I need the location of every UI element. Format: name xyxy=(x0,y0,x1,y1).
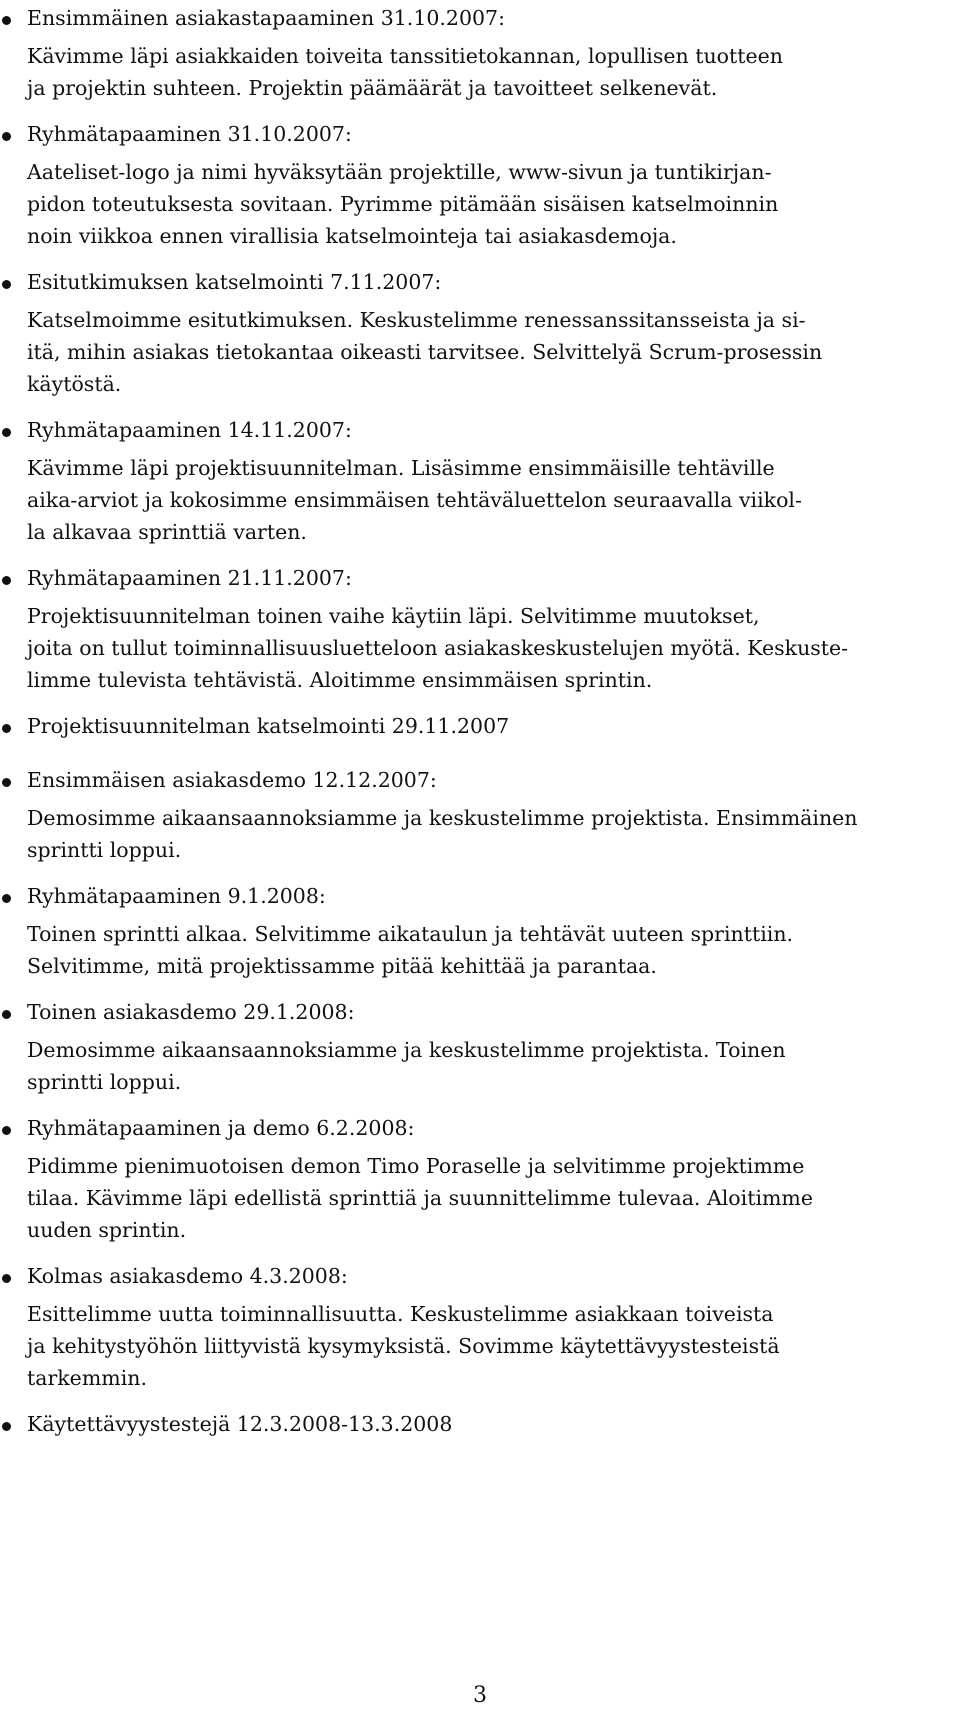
entry-heading: Ensimmäisen asiakasdemo 12.12.2007: xyxy=(27,768,437,792)
log-entry xyxy=(0,996,960,1098)
entry-body xyxy=(27,156,960,252)
entry-heading: Ryhmätapaaminen 21.11.2007: xyxy=(27,566,352,590)
entry-body-line: käytöstä. xyxy=(27,372,122,396)
bullet-icon xyxy=(2,576,11,585)
page-number: 3 xyxy=(473,1683,487,1708)
log-entry xyxy=(0,562,960,696)
bullet-icon xyxy=(2,428,11,437)
entry-heading: Ryhmätapaaminen 31.10.2007: xyxy=(27,122,352,146)
entry-body-line: uuden sprintin. xyxy=(27,1218,187,1242)
log-entry xyxy=(0,1112,960,1246)
entry-body-line: Selvitimme, mitä projektissamme pitää kehittää ja parantaa. xyxy=(27,954,657,978)
entry-body-line: Katselmoimme esitutkimuksen. Keskustelimme renessanssitansseista ja si- xyxy=(27,308,806,332)
entry-body-line: tarkemmin. xyxy=(27,1366,147,1390)
entry-body-line: itä, mihin asiakas tietokantaa oikeasti tarvitsee. Selvittelyä Scrum-prosessin xyxy=(27,340,823,364)
log-entry xyxy=(0,1408,960,1440)
entry-body-line: Kävimme läpi asiakkaiden toiveita tanssitietokannan, lopullisen tuotteen xyxy=(27,44,783,68)
entry-heading: Projektisuunnitelman katselmointi 29.11.2007 xyxy=(27,714,510,738)
entry-body-line: Projektisuunnitelman toinen vaihe käytiin läpi. Selvitimme muutokset, xyxy=(27,604,760,628)
log-entry xyxy=(0,764,960,866)
entry-body xyxy=(27,1298,960,1394)
entry-body xyxy=(27,1150,960,1246)
entry-body xyxy=(27,452,960,548)
entry-body-line: la alkavaa sprinttiä varten. xyxy=(27,520,307,544)
bullet-icon xyxy=(2,1274,11,1283)
entry-heading: Ryhmätapaaminen 14.11.2007: xyxy=(27,418,352,442)
bullet-icon xyxy=(2,1126,11,1135)
log-entry xyxy=(0,118,960,252)
entry-body xyxy=(27,918,960,982)
entry-body-line: noin viikkoa ennen virallisia katselmointeja tai asiakasdemoja. xyxy=(27,224,677,248)
bullet-icon xyxy=(2,1422,11,1431)
entry-heading: Ryhmätapaaminen 9.1.2008: xyxy=(27,884,326,908)
entry-body-line: Kävimme läpi projektisuunnitelman. Lisäsimme ensimmäisille tehtäville xyxy=(27,456,775,480)
entry-body xyxy=(27,1034,960,1098)
entry-body-line: pidon toteutuksesta sovitaan. Pyrimme pitämään sisäisen katselmoinnin xyxy=(27,192,779,216)
entry-heading: Käytettävyystestejä 12.3.2008-13.3.2008 xyxy=(27,1412,453,1436)
entry-heading: Ensimmäinen asiakastapaaminen 31.10.2007: xyxy=(27,6,505,30)
entry-body-line: Demosimme aikaansaannoksiamme ja keskustelimme projektista. Ensimmäinen xyxy=(27,806,858,830)
entry-body-line: sprintti loppui. xyxy=(27,1070,182,1094)
entry-body xyxy=(27,304,960,400)
log-entry xyxy=(0,2,960,104)
entry-heading: Toinen asiakasdemo 29.1.2008: xyxy=(27,1000,355,1024)
entry-heading: Esitutkimuksen katselmointi 7.11.2007: xyxy=(27,270,442,294)
log-entry xyxy=(0,266,960,400)
entry-body-line: Demosimme aikaansaannoksiamme ja keskustelimme projektista. Toinen xyxy=(27,1038,786,1062)
bullet-icon xyxy=(2,280,11,289)
bullet-icon xyxy=(2,132,11,141)
entry-body xyxy=(27,600,960,696)
entry-body-line: aika-arviot ja kokosimme ensimmäisen tehtäväluettelon seuraavalla viikol- xyxy=(27,488,802,512)
entry-body-line: joita on tullut toiminnallisuusluetteloon asiakaskeskustelujen myötä. Keskuste- xyxy=(27,636,849,660)
log-entry xyxy=(0,1260,960,1394)
log-entry xyxy=(0,880,960,982)
bullet-icon xyxy=(2,16,11,25)
entry-body-line: ja kehitystyöhön liittyvistä kysymyksistä. Sovimme käytettävyystesteistä xyxy=(27,1334,780,1358)
bullet-icon xyxy=(2,894,11,903)
entry-body xyxy=(27,802,960,866)
log-entry xyxy=(0,414,960,548)
entry-heading: Kolmas asiakasdemo 4.3.2008: xyxy=(27,1264,348,1288)
entry-body-line: sprintti loppui. xyxy=(27,838,182,862)
entry-body xyxy=(27,40,960,104)
bullet-icon xyxy=(2,1010,11,1019)
entry-body-line: Esittelimme uutta toiminnallisuutta. Keskustelimme asiakkaan toiveista xyxy=(27,1302,774,1326)
entry-body-line: Aateliset-logo ja nimi hyväksytään projektille, www-sivun ja tuntikirjan- xyxy=(27,160,772,184)
entry-body-line: ja projektin suhteen. Projektin päämäärät ja tavoitteet selkenevät. xyxy=(27,76,718,100)
entry-body-line: tilaa. Kävimme läpi edellistä sprinttiä ja suunnittelimme tulevaa. Aloitimme xyxy=(27,1186,814,1210)
entry-body-line: limme tulevista tehtävistä. Aloitimme ensimmäisen sprintin. xyxy=(27,668,653,692)
log-entry xyxy=(0,710,960,742)
entry-body-line: Pidimme pienimuotoisen demon Timo Poraselle ja selvitimme projektimme xyxy=(27,1154,805,1178)
entry-body-line: Toinen sprintti alkaa. Selvitimme aikataulun ja tehtävät uuteen sprinttiin. xyxy=(27,922,794,946)
bullet-icon xyxy=(2,778,11,787)
entry-heading: Ryhmätapaaminen ja demo 6.2.2008: xyxy=(27,1116,415,1140)
bullet-icon xyxy=(2,724,11,733)
